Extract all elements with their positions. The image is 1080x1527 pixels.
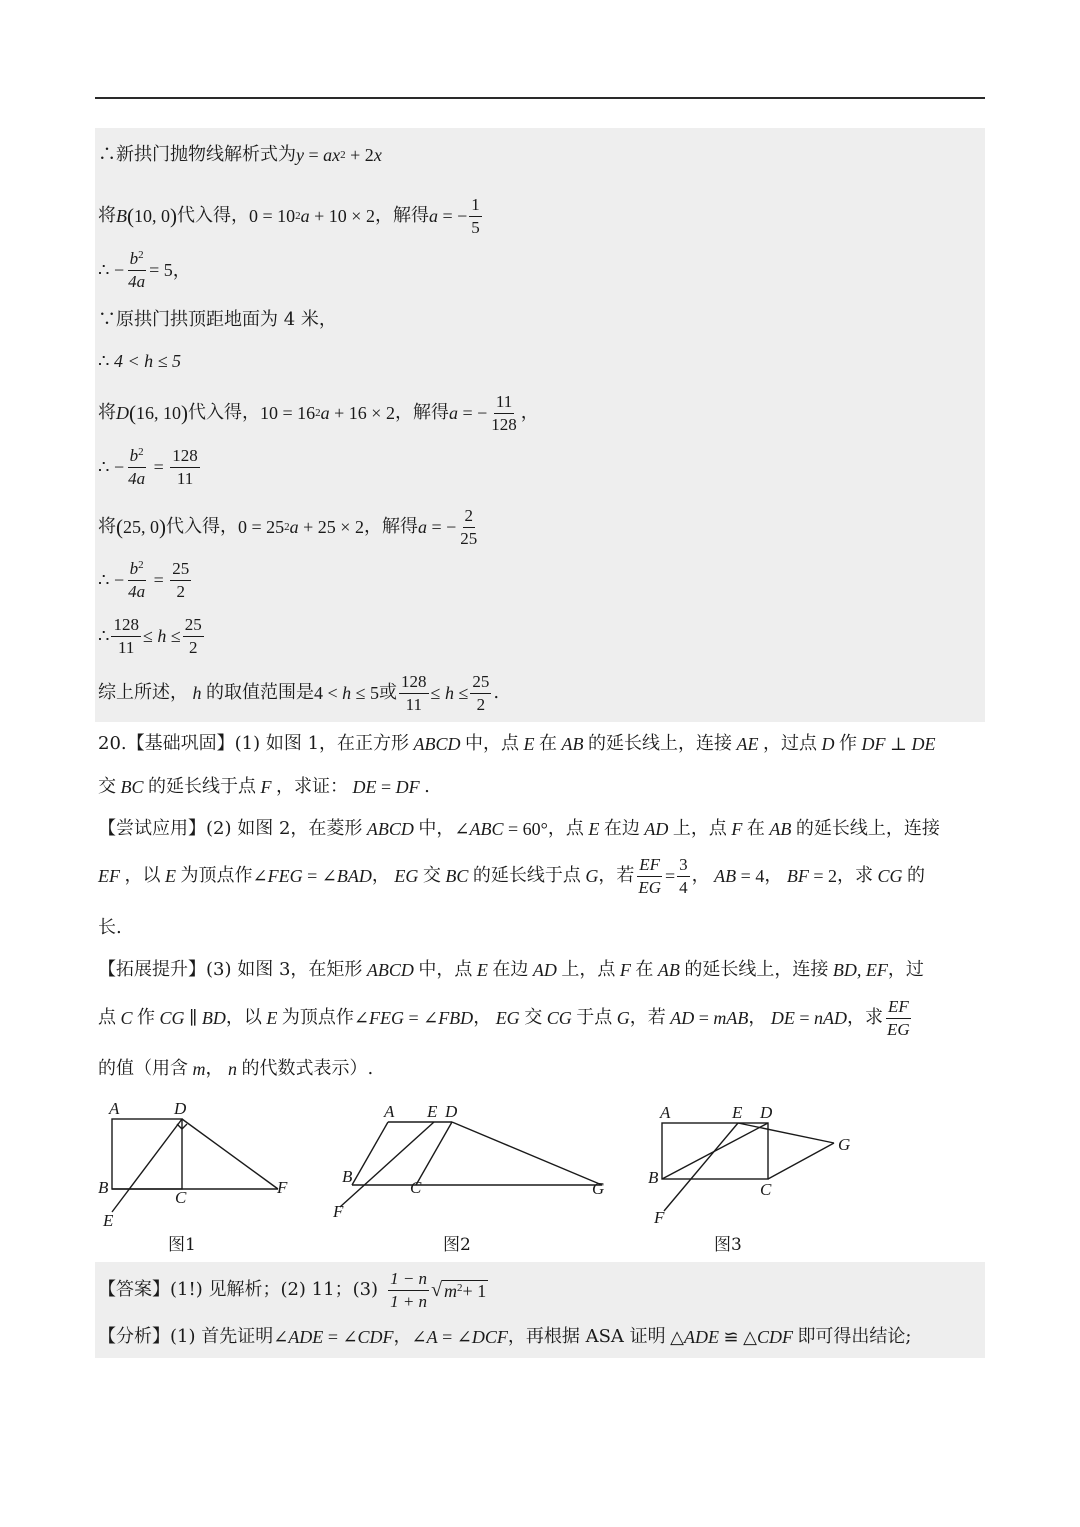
q20-line-8: 的值（用含 m ， n 的代数式表示）. [98,1058,374,1079]
fraction: $\frac{b^2}{4a}$ [128,559,146,601]
fraction: $\frac{EF}{EG}$ [638,855,662,897]
svg-text:E: E [427,1102,438,1121]
figure-1 [98,1095,308,1235]
q20-line-2: 交 BC 的延长线于点 F ，求证： DE = DF . [98,776,430,797]
figure-2-caption: 图2 [443,1235,471,1255]
svg-text:D: D [445,1102,458,1121]
svg-text:B: B [342,1167,353,1186]
sol-line-6: 将 D ( 16, 10 ) 代入得， 10 = 16 2 a + 16 × 2 ，解得 a = − $\frac{11}{128}$ ， [98,392,539,434]
answer-line: 【答案】(1!) 见解析；(2) 11；(3) $\frac{1 - n}{1 + n}$ √ $m^2+ 1$ [98,1269,487,1311]
q20-line-3: 【尝试应用】(2) 如图 2，在菱形 ABCD 中， ∠ ABC = 60° ，点 E 在边 AD 上，点 F 在 AB 的延长线上，连接 [98,818,940,839]
fraction: $\frac{25}{2}$ [184,615,202,657]
sol-line-11: 综上所述， h 的取值范围是 4 < h ≤ 5 或 $\frac{128}{11}$ ≤ h ≤ $\frac{25}{2}$ . [98,672,500,714]
sol-line-8: 将 ( 25, 0 ) 代入得， 0 = 25 2 a + 25 × 2 ，解得 a = − $\frac{2}{25}$ [98,506,478,548]
svg-text:G: G [592,1179,605,1198]
fraction: $\frac{25}{2}$ [172,559,190,601]
svg-text:F: F [654,1208,665,1227]
fraction: $\frac{b^2}{4a}$ [128,249,146,291]
svg-text:C: C [760,1180,772,1199]
q20-line-4: EF ，以 E 为顶点作 ∠ FEG = ∠ BAD ， EG 交 BC 的延长线于点 G ，若 $\frac{EF}{EG}$ = $\frac{3}{4}$ ， AB = 4 ， BF = 2 ，求 CG 的 [98,855,925,897]
svg-text:C: C [410,1178,422,1197]
fraction: $\frac{EF}{EG}$ [887,997,910,1039]
svg-text:A: A [384,1102,395,1121]
q20-line-7: 点 C 作 CG ∥ BD ，以 E 为顶点作 ∠ FEG = ∠ FBD ， EG 交 CG 于点 G ，若 AD = mAB ， DE = nAD ，求 $\frac{EF}{EG}$ [98,997,910,1039]
svg-text:A: A [109,1099,120,1118]
sol-line-1: ∴新拱门抛物线解析式为 y = ax 2 + 2 x [98,144,382,165]
q20-line-1: 20.【基础巩固】(1) 如图 1，在正方形 ABCD 中，点 E 在 AB 的延长线上，连接 AE ，过点 D 作 DF ⊥ DE [98,733,936,754]
figure-1-caption: 图1 [168,1235,196,1255]
figure-3-caption: 图3 [714,1235,742,1255]
q20-line-6: 【拓展提升】(3) 如图 3，在矩形 ABCD 中，点 E 在边 AD 上，点 F 在 AB 的延长线上，连接 BD, EF ，过 [98,959,924,980]
svg-text:E: E [732,1103,743,1122]
fraction: $\frac{2}{25}$ [460,506,478,548]
fraction: $\frac{128}{11}$ [113,615,139,657]
sol-line-9: ∴ − $\frac{b^2}{4a}$ = $\frac{25}{2}$ [98,559,190,601]
svg-text:F: F [277,1178,288,1197]
svg-text:F: F [333,1202,344,1221]
svg-text:B: B [648,1168,659,1187]
svg-text:D: D [760,1103,773,1122]
fraction: $\frac{1}{5}$ [471,195,480,237]
header-rule [95,97,985,99]
analysis-line: 【分析】(1) 首先证明 ∠ ADE = ∠ CDF ， ∠ A = ∠ DCF ，再根据 ASA 证明 △ ADE ≌ △ CDF 即可得出结论; [98,1326,912,1347]
sol-line-5: ∴ 4 < h ≤ 5 [98,351,181,371]
svg-text:E: E [103,1211,114,1230]
sol-line-3: ∴ − $\frac{b^2}{4a}$ = 5， [98,249,191,291]
svg-text:A: A [660,1103,671,1122]
svg-text:B: B [98,1178,109,1197]
sol-line-4: ∵原拱门拱顶距地面为 4 米， [98,309,337,330]
sol-line-7: ∴ − $\frac{b^2}{4a}$ = $\frac{128}{11}$ [98,446,198,488]
fraction: $\frac{128}{11}$ [401,672,427,714]
fraction: $\frac{1 - n}{1 + n}$ [390,1269,428,1311]
fraction: $\frac{11}{128}$ [491,392,517,434]
fraction: $\frac{3}{4}$ [679,855,688,897]
fraction: $\frac{25}{2}$ [472,672,490,714]
svg-text:D: D [174,1099,187,1118]
svg-text:G: G [838,1135,851,1154]
figure-3 [648,1095,863,1230]
figure-2 [330,1095,620,1230]
sol-line-10: ∴ $\frac{128}{11}$ ≤ h ≤ $\frac{25}{2}$ [98,615,202,657]
sol-line-2: 将 B ( 10, 0 ) 代入得， 0 = 10 2 a + 10 × 2 ，解得 a = − $\frac{1}{5}$ [98,195,480,237]
svg-text:C: C [175,1188,187,1207]
q20-line-5: 长. [98,917,122,938]
fraction: $\frac{128}{11}$ [172,446,198,488]
fraction: $\frac{b^2}{4a}$ [128,446,146,488]
